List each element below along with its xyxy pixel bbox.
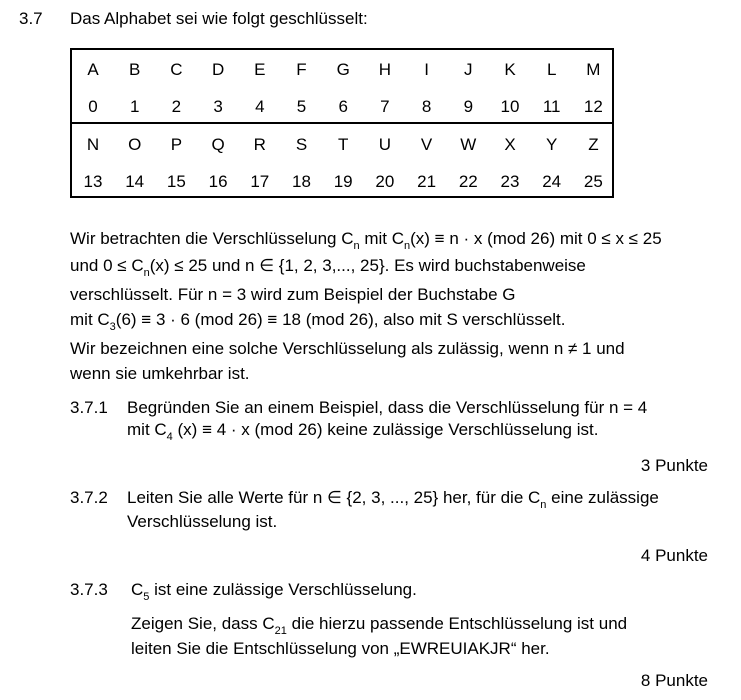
table-cell: 8	[421, 97, 432, 116]
table-cell: I	[424, 60, 429, 79]
intro-line-1	[70, 229, 662, 251]
table-cell: 11	[542, 97, 561, 116]
intro-line-4	[70, 310, 566, 332]
table-cell: 19	[333, 172, 353, 191]
task-number: 3.7.3	[70, 580, 108, 599]
table-cell: 0	[88, 97, 98, 116]
task-text: Begründen Sie an einem Beispiel, dass die Verschlüsselung für n = 4	[127, 398, 648, 417]
table-cell: C	[170, 60, 183, 79]
task-text: Leiten Sie alle Werte für n ∈ {2, 3, ..., 25} her, für die C	[127, 488, 541, 507]
table-cell: H	[378, 60, 392, 79]
table-cell: O	[128, 135, 142, 154]
subscript: n	[404, 240, 411, 252]
table-cell: 23	[500, 172, 520, 191]
task-text: die hierzu passende Entschlüsselung ist und	[286, 614, 628, 633]
task-points: 8 Punkte	[640, 671, 708, 690]
task-text: (x) ≡ 4 · x (mod 26) keine zulässige Verschlüsselung ist.	[172, 420, 599, 439]
task-points: 3 Punkte	[640, 456, 708, 475]
table-cell: N	[86, 135, 100, 154]
subscript: 21	[274, 625, 287, 637]
intro-text: und 0 ≤ C	[70, 256, 144, 275]
task-text: mit C	[127, 420, 167, 439]
intro-line-2	[70, 256, 586, 278]
subscript: 3	[109, 321, 116, 333]
table-cell: 4	[255, 97, 265, 116]
section-number: 3.7	[19, 9, 43, 28]
table-cell: Q	[211, 135, 225, 154]
table-cell: W	[460, 135, 477, 154]
table-cell: 6	[338, 97, 348, 116]
subscript: 5	[143, 591, 150, 603]
table-cell: 14	[125, 172, 145, 191]
task-points: 4 Punkte	[640, 546, 708, 565]
intro-line-6: wenn sie umkehrbar ist.	[70, 364, 250, 383]
cipher-table	[70, 48, 614, 198]
subscript: 4	[166, 431, 173, 443]
table-cell: J	[464, 60, 473, 79]
intro-text: Wir betrachten die Verschlüsselung C	[70, 229, 354, 248]
table-cell: K	[504, 60, 516, 79]
intro-text: (x) ≡ n · x (mod 26) mit 0 ≤ x ≤ 25	[410, 229, 662, 248]
intro-text: (6) ≡ 3 · 6 (mod 26) ≡ 18 (mod 26), also mit S verschlüsselt.	[115, 310, 566, 329]
table-cell: 10	[500, 97, 520, 116]
subscript: n	[353, 240, 360, 252]
task-number: 3.7.2	[70, 488, 108, 507]
table-cell: P	[170, 135, 183, 154]
task-text: eine zulässige	[546, 488, 659, 507]
table-cell: G	[336, 60, 350, 79]
intro-text: mit C	[70, 310, 110, 329]
table-divider	[72, 122, 612, 124]
table-cell: 7	[380, 97, 390, 116]
table-cell: B	[129, 60, 141, 79]
task-text	[131, 614, 627, 636]
task-text: leiten Sie die Entschlüsselung von „EWREUIAKJR“ her.	[131, 639, 550, 658]
task-text	[131, 580, 417, 602]
table-cell: 13	[83, 172, 103, 191]
table-cell: T	[337, 135, 349, 154]
table-cell: U	[378, 135, 392, 154]
table-cell: 20	[375, 172, 395, 191]
table-cell: V	[420, 135, 433, 154]
table-cell: 1	[129, 97, 140, 116]
table-cell: 24	[542, 172, 562, 191]
section-heading: Das Alphabet sei wie folgt geschlüsselt:	[70, 9, 368, 28]
table-cell: 15	[166, 172, 186, 191]
table-cell: X	[504, 135, 516, 154]
table-cell: Z	[588, 135, 599, 154]
intro-line-5: Wir bezeichnen eine solche Verschlüsselung als zulässig, wenn n ≠ 1 und	[70, 339, 625, 358]
table-cell: D	[211, 60, 225, 79]
table-cell: A	[87, 60, 99, 79]
table-cell: M	[586, 60, 601, 79]
task-text: ist eine zulässige Verschlüsselung.	[149, 580, 417, 599]
table-cell: 3	[213, 97, 223, 116]
table-cell: 17	[250, 172, 270, 191]
intro-text: mit C	[359, 229, 404, 248]
table-cell: 9	[463, 97, 474, 116]
table-cell: 16	[208, 172, 228, 191]
table-cell: S	[295, 135, 308, 154]
task-text: Zeigen Sie, dass C	[131, 614, 275, 633]
table-cell: F	[296, 60, 307, 79]
table-cell: R	[253, 135, 266, 154]
task-text: Verschlüsselung ist.	[127, 512, 278, 531]
table-cell: L	[546, 60, 557, 79]
subscript: n	[143, 267, 150, 279]
table-cell: 2	[171, 97, 182, 116]
intro-line-3: verschlüsselt. Für n = 3 wird zum Beispiel der Buchstabe G	[70, 285, 516, 304]
subscript: n	[540, 499, 547, 511]
table-cell: 25	[583, 172, 603, 191]
table-cell: 12	[583, 97, 603, 116]
table-cell: E	[254, 60, 266, 79]
task-text: C	[131, 580, 144, 599]
table-cell: 18	[292, 172, 311, 191]
task-text	[127, 420, 598, 442]
task-number: 3.7.1	[70, 398, 108, 417]
table-cell: Y	[546, 135, 558, 154]
intro-text: (x) ≤ 25 und n ∈ {1, 2, 3,..., 25}. Es wird buchstabenweise	[149, 256, 586, 275]
table-cell: 21	[417, 172, 437, 191]
table-cell: 5	[296, 97, 307, 116]
table-cell: 22	[458, 172, 478, 191]
task-text	[127, 488, 659, 510]
